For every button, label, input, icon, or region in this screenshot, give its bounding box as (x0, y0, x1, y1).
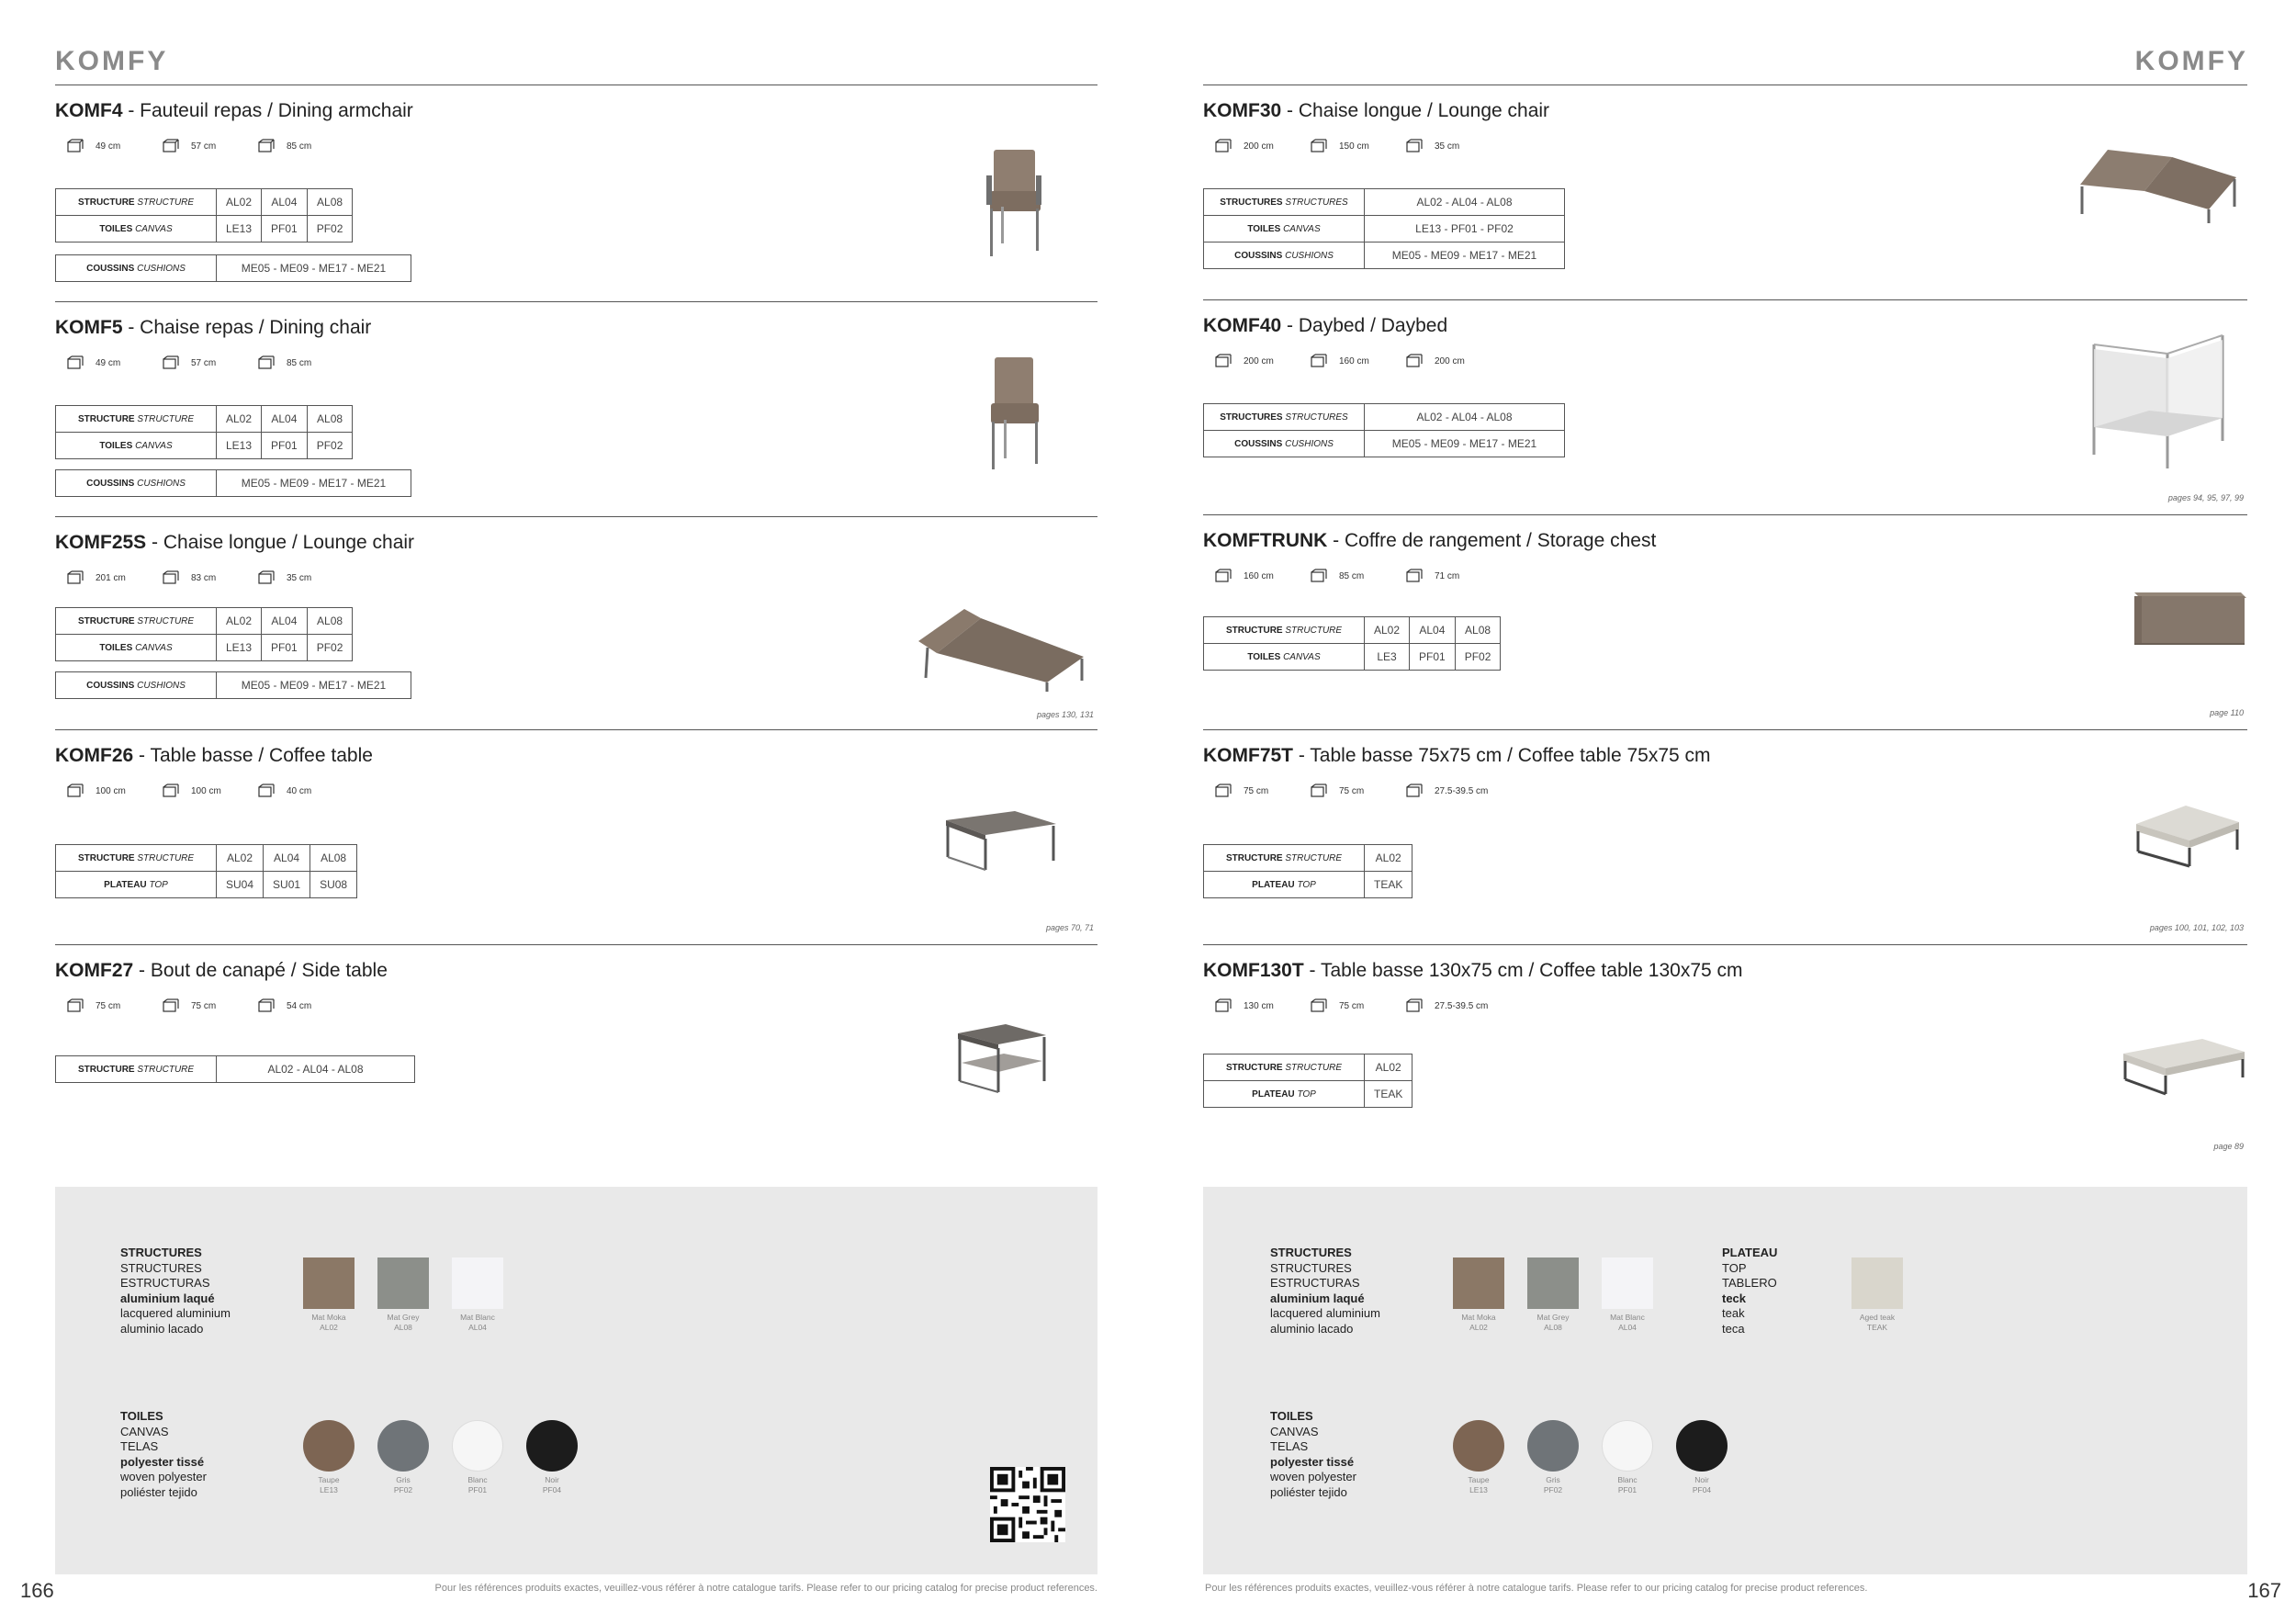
swatch-gris: Gris PF02 (377, 1420, 440, 1495)
product-komf75t (1203, 729, 2247, 944)
coffee-table-75-image (2131, 796, 2245, 879)
footnote: Pour les références produits exactes, veuillez-vous référer à notre catalogue tarifs. Please refer to our pricing catalog for precise product references. (1205, 1583, 1868, 1594)
coffee-table-130-image (2120, 1035, 2248, 1109)
product-name: - Bout de canapé / Side table (133, 960, 388, 981)
dimensions (66, 784, 353, 798)
product-name: - Coffre de rangement / Storage chest (1327, 530, 1657, 551)
width-icon (66, 998, 84, 1013)
lounge-chair-image (909, 591, 1093, 692)
dimension-height: 54 cm (257, 998, 353, 1013)
product-code: KOMF25S (55, 532, 147, 553)
product-code: KOMF130T (1203, 960, 1304, 981)
dimension-width: 75 cm (66, 998, 162, 1013)
toiles-legend: TOILES CANVAS TELAS polyester tissé woven polyester poliéster tejido (1270, 1409, 1356, 1499)
dimension-depth: 85 cm (1310, 569, 1405, 583)
swatch-noir: Noir PF04 (526, 1420, 589, 1495)
swatch-noir: Noir PF04 (1676, 1420, 1739, 1495)
dimension-depth: 83 cm (162, 570, 257, 585)
dimensions (66, 570, 353, 585)
dimension-depth: 57 cm (162, 139, 257, 153)
product-code: KOMF40 (1203, 315, 1282, 336)
product-komftrunk (1203, 514, 2247, 729)
depth-icon (1310, 784, 1328, 798)
swatch-mat-moka: Mat Moka AL02 (303, 1257, 366, 1333)
height-icon (257, 355, 276, 370)
product-komf4 (55, 85, 1097, 301)
swatch-mat-grey: Mat Grey AL08 (1527, 1257, 1590, 1333)
dimension-width: 200 cm (1214, 139, 1310, 153)
depth-icon (162, 998, 180, 1013)
product-name: - Table basse 75x75 cm / Coffee table 75x75 cm (1293, 745, 1711, 766)
qr-code[interactable] (990, 1467, 1065, 1542)
dimension-depth: 75 cm (162, 998, 257, 1013)
dimension-depth: 75 cm (1310, 784, 1405, 798)
product-title (55, 532, 414, 554)
side-table-image (951, 1021, 1052, 1096)
width-icon (66, 355, 84, 370)
spec-table: STRUCTURES STRUCTURES AL02 - AL04 - AL08 COUSSINS CUSHIONS ME05 - ME09 - ME17 - ME21 (1203, 403, 1565, 457)
cushions-table: COUSSINS CUSHIONS ME05 - ME09 - ME17 - ME21 (55, 254, 411, 282)
spec-table: STRUCTURE STRUCTURE AL02 AL04 AL08 TOILES CANVAS LE3 PF01 PF02 (1203, 616, 1501, 671)
swatch-blanc: Blanc PF01 (452, 1420, 514, 1495)
page-reference: pages 130, 131 (1036, 710, 1094, 719)
depth-icon (1310, 569, 1328, 583)
double-lounger-image (2071, 141, 2241, 223)
page-reference: pages 100, 101, 102, 103 (2149, 923, 2244, 932)
dimension-height: 85 cm (257, 139, 353, 153)
product-title (1203, 100, 1549, 122)
product-name: - Daybed / Daybed (1281, 315, 1448, 336)
product-komf25s (55, 516, 1097, 729)
product-komf30 (1203, 85, 2247, 299)
right-page (1148, 0, 2296, 1624)
width-icon (1214, 139, 1232, 153)
depth-icon (1310, 354, 1328, 368)
dimension-height: 35 cm (1405, 139, 1501, 153)
product-code: KOMF5 (55, 317, 123, 338)
dimension-depth: 57 cm (162, 355, 257, 370)
spec-table: STRUCTURES STRUCTURES AL02 - AL04 - AL08 TOILES CANVAS LE13 - PF01 - PF02 COUSSINS CUSHIONS ME05 - ME09 - ME17 - ME21 (1203, 188, 1565, 269)
dimensions (1214, 569, 1501, 583)
height-icon (257, 998, 276, 1013)
product-komf26 (55, 729, 1097, 944)
cushions-table: COUSSINS CUSHIONS ME05 - ME09 - ME17 - ME21 (55, 469, 411, 497)
dimension-width: 201 cm (66, 570, 162, 585)
brand-title: KOMFY (2134, 46, 2248, 76)
height-icon (257, 570, 276, 585)
height-icon (1405, 354, 1424, 368)
dimensions (66, 998, 353, 1013)
dimension-width: 130 cm (1214, 998, 1310, 1013)
product-code: KOMFTRUNK (1203, 530, 1328, 551)
dining-chair-image (978, 357, 1052, 472)
structures-legend: STRUCTURES STRUCTURES ESTRUCTURAS aluminium laqué lacquered aluminium aluminio lacado (1270, 1246, 1380, 1336)
product-code: KOMF26 (55, 745, 134, 766)
product-title (1203, 960, 1743, 982)
page-reference: pages 94, 95, 97, 99 (2167, 493, 2244, 502)
page-number: 167 (2247, 1579, 2281, 1602)
height-icon (1405, 998, 1424, 1013)
dimension-height: 85 cm (257, 355, 353, 370)
spec-table: STRUCTURE STRUCTURE AL02 AL04 AL08 TOILES CANVAS LE13 PF01 PF02 (55, 405, 353, 459)
dimensions (66, 139, 353, 153)
product-name: - Table basse 130x75 cm / Coffee table 130x75 cm (1303, 960, 1743, 981)
product-title (55, 100, 413, 122)
dimension-height: 27.5-39.5 cm (1405, 784, 1501, 798)
spec-table: STRUCTURE STRUCTURE AL02 AL04 AL08 TOILES CANVAS LE13 PF01 PF02 (55, 607, 353, 661)
dimension-depth: 75 cm (1310, 998, 1405, 1013)
depth-icon (162, 355, 180, 370)
product-title (1203, 315, 1447, 337)
dining-armchair-image (974, 150, 1056, 260)
daybed-image (2076, 326, 2241, 473)
page-reference: page 89 (2213, 1142, 2244, 1151)
cushions-table: COUSSINS CUSHIONS ME05 - ME09 - ME17 - ME21 (55, 671, 411, 699)
product-name: - Table basse / Coffee table (133, 745, 373, 766)
depth-icon (162, 139, 180, 153)
product-name: - Chaise longue / Lounge chair (146, 532, 415, 553)
product-code: KOMF30 (1203, 100, 1282, 121)
spec-table: STRUCTURE STRUCTURE AL02 PLATEAU TOP TEAK (1203, 844, 1412, 898)
dimension-height: 200 cm (1405, 354, 1501, 368)
product-title (55, 317, 371, 339)
spec-table: STRUCTURE STRUCTURE AL02 - AL04 - AL08 (55, 1055, 415, 1083)
product-title (1203, 530, 1656, 552)
product-title (55, 745, 373, 767)
product-code: KOMF75T (1203, 745, 1294, 766)
swatch-mat-blanc: Mat Blanc AL04 (452, 1257, 514, 1333)
dimension-height: 27.5-39.5 cm (1405, 998, 1501, 1013)
height-icon (1405, 139, 1424, 153)
swatch-gris: Gris PF02 (1527, 1420, 1590, 1495)
swatch-mat-grey: Mat Grey AL08 (377, 1257, 440, 1333)
page-reference: pages 70, 71 (1045, 923, 1094, 932)
page-reference: page 110 (2210, 708, 2244, 717)
width-icon (66, 784, 84, 798)
dimension-width: 100 cm (66, 784, 162, 798)
structures-legend: STRUCTURES STRUCTURES ESTRUCTURAS aluminium laqué lacquered aluminium aluminio lacado (120, 1246, 231, 1336)
dimensions (1214, 998, 1501, 1013)
brand-title: KOMFY (55, 46, 169, 76)
coffee-table-image (941, 804, 1061, 873)
dimensions (1214, 784, 1501, 798)
product-name: - Chaise longue / Lounge chair (1281, 100, 1550, 121)
plateau-legend: PLATEAU TOP TABLERO teck teak teca (1722, 1246, 1778, 1336)
product-code: KOMF4 (55, 100, 123, 121)
height-icon (257, 784, 276, 798)
depth-icon (162, 784, 180, 798)
swatch-blanc: Blanc PF01 (1602, 1420, 1664, 1495)
swatch-taupe: Taupe LE13 (1453, 1420, 1515, 1495)
materials-panel (55, 1187, 1097, 1574)
dimension-height: 35 cm (257, 570, 353, 585)
width-icon (1214, 998, 1232, 1013)
page-number: 166 (20, 1579, 54, 1602)
dimension-depth: 100 cm (162, 784, 257, 798)
depth-icon (1310, 998, 1328, 1013)
swatch-mat-moka: Mat Moka AL02 (1453, 1257, 1515, 1333)
product-komf40 (1203, 299, 2247, 514)
width-icon (1214, 784, 1232, 798)
spec-table: STRUCTURE STRUCTURE AL02 AL04 AL08 PLATEAU TOP SU04 SU01 SU08 (55, 844, 357, 898)
product-komf5 (55, 301, 1097, 516)
product-title (55, 960, 388, 982)
dimension-height: 71 cm (1405, 569, 1501, 583)
depth-icon (162, 570, 180, 585)
depth-icon (1310, 139, 1328, 153)
toiles-legend: TOILES CANVAS TELAS polyester tissé woven polyester poliéster tejido (120, 1409, 207, 1499)
dimensions (1214, 354, 1501, 368)
dimensions (1214, 139, 1501, 153)
spec-table: STRUCTURE STRUCTURE AL02 AL04 AL08 TOILES CANVAS LE13 PF01 PF02 (55, 188, 353, 242)
product-komf27 (55, 944, 1097, 1146)
width-icon (66, 570, 84, 585)
spec-table: STRUCTURE STRUCTURE AL02 PLATEAU TOP TEAK (1203, 1054, 1412, 1108)
product-code: KOMF27 (55, 960, 134, 981)
width-icon (1214, 354, 1232, 368)
height-icon (1405, 569, 1424, 583)
dimension-width: 200 cm (1214, 354, 1310, 368)
dimension-depth: 160 cm (1310, 354, 1405, 368)
dimension-width: 49 cm (66, 139, 162, 153)
product-komf130t (1203, 944, 2247, 1159)
dimension-depth: 150 cm (1310, 139, 1405, 153)
storage-chest-image (2131, 587, 2250, 656)
product-title (1203, 745, 1711, 767)
footnote: Pour les références produits exactes, veuillez-vous référer à notre catalogue tarifs. Please refer to our pricing catalog for precise product references. (434, 1583, 1097, 1594)
dimension-width: 49 cm (66, 355, 162, 370)
dimension-height: 40 cm (257, 784, 353, 798)
dimension-width: 160 cm (1214, 569, 1310, 583)
width-icon (66, 139, 84, 153)
swatch-taupe: Taupe LE13 (303, 1420, 366, 1495)
height-icon (1405, 784, 1424, 798)
materials-panel (1203, 1187, 2247, 1574)
product-name: - Chaise repas / Dining chair (122, 317, 372, 338)
swatch-aged-teak: Aged teak TEAK (1851, 1257, 1914, 1333)
height-icon (257, 139, 276, 153)
width-icon (1214, 569, 1232, 583)
dimensions (66, 355, 353, 370)
swatch-mat-blanc: Mat Blanc AL04 (1602, 1257, 1664, 1333)
dimension-width: 75 cm (1214, 784, 1310, 798)
product-name: - Fauteuil repas / Dining armchair (122, 100, 413, 121)
